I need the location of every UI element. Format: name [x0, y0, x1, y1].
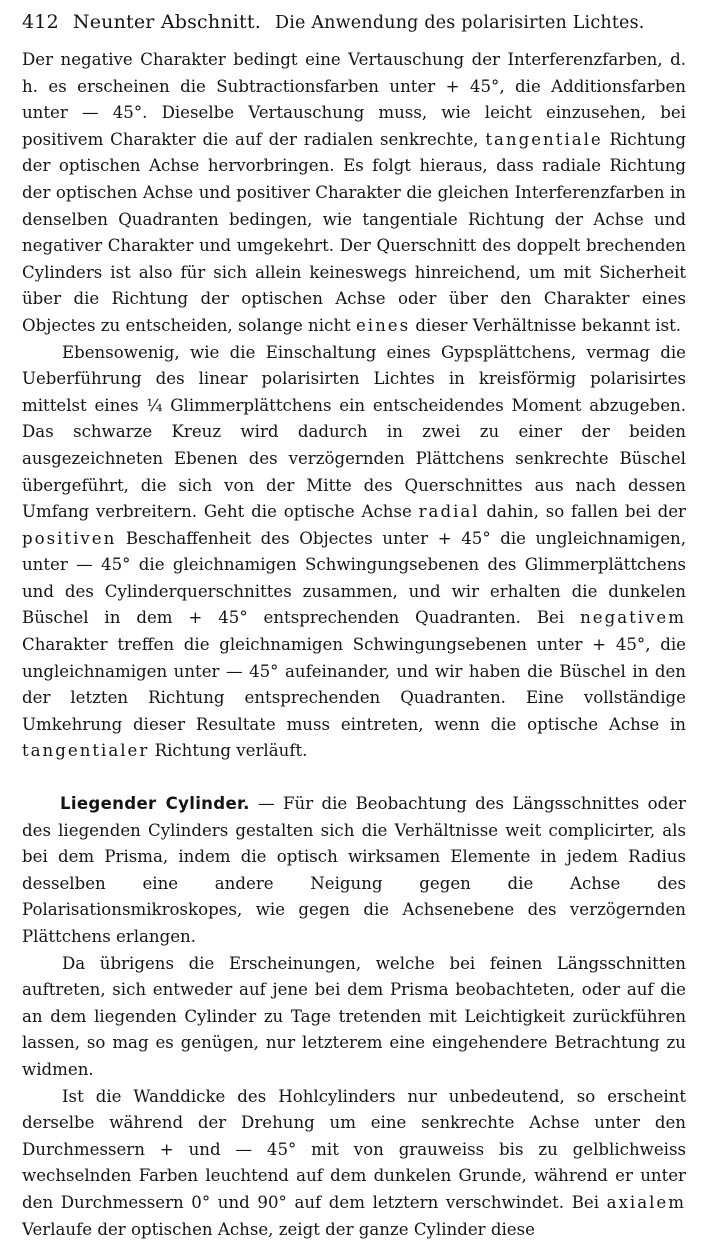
text-segment: Charakter treffen die gleichnamigen Schwingungsebenen unter + 45°, die ungleichnamigen unter — 45° aufeinander, und wir haben die Büschel in den der letzten Richtung entsprechenden Quadranten. Eine vollständige Umkehrung dieser Resultate muss eintreten, wenn die optische Achse in — [22, 635, 686, 734]
subsection-heading: Liegender Cylinder. — [60, 794, 250, 814]
emphasis-tangentialer: tangentialer — [22, 741, 150, 761]
text-segment: Ebensowenig, wie die Einschaltung eines Gypsplättchens, vermag die Ueberführung des linear polarisirten Lichtes in kreisförmig polarisirtes mittelst eines ¼ Glimmerplättchens ein entscheidendes Moment abzugeben. Das schwarze Kreuz wird dadurch in zwei zu einer der beiden ausgezeichneten Ebenen des verzögernden Plättchens senkrechte Büschel übergeführt, die sich von der Mitte des Querschnittes aus nach dessen Umfang verbreitern. Geht die optische Achse — [22, 342, 686, 522]
emphasis-axialem: axialem — [606, 1192, 686, 1212]
text-segment: Ist die Wanddicke des Hohlcylinders nur unbedeutend, so erscheint derselbe während der Drehung um eine senkrechte Achse unter den Durchmessern + und — 45° mit von grauweiss bis zu gelblichweiss wechselnden Farben leuchtend auf dem dunkelen Grunde, während er unter den Durchmessern 0° und 90° auf dem letztern verschwindet. Bei — [22, 1086, 686, 1212]
emphasis-positiven: positiven — [22, 528, 117, 548]
emphasis-tangentiale: tangentiale — [485, 129, 603, 149]
text-segment: Verlaufe der optischen Achse, zeigt der ganze Cylinder diese — [22, 1219, 535, 1239]
paragraph-4 — [22, 951, 686, 1084]
emphasis-radial: radial — [418, 502, 480, 522]
text-segment: — Für die Beobachtung des Längsschnittes oder des liegenden Cylinders gestalten sich die Verhältnisse weit complicirter, als bei dem Prisma, indem die optisch wirksamen Elemente in jedem Radius desselben eine andere Neigung gegen die Achse des Polarisationsmikroskopes, wie gegen die Achsenebene des verzögernden Plättchens erlangen. — [22, 794, 686, 946]
running-header — [22, 10, 686, 35]
paragraph-2 — [22, 340, 686, 766]
text-segment: Der negative Charakter bedingt eine Vertauschung der Interferenzfarben, d. h. es erscheinen die Subtractionsfarben unter + 45°, die Additionsfarben unter — 45°. Dieselbe Vertauschung muss, wie leicht einzusehen, bei positivem Charakter die auf der radialen senkrechte, — [22, 50, 686, 149]
text-segment: Da übrigens die Erscheinungen, welche bei feinen Längsschnitten auftreten, sich entweder auf jene bei dem Prisma beobachteten, oder auf die an dem liegenden Cylinder zu Tage tretenden mit Leichtigkeit zurückführen lassen, so mag es genügen, nur letzterem eine eingehendere Betrachtung zu widmen. — [22, 953, 686, 1079]
text-segment: Richtung der optischen Achse hervorbringen. Es folgt hieraus, dass radiale Richtung der optischen Achse und positiver Charakter die gleichen Interferenzfarben in denselben Quadranten bedingen, wie tangentiale Richtung der Achse und negativer Charakter und umgekehrt. Der Querschnitt des doppelt brechenden Cylinders ist also für sich allein keineswegs hinreichend, um mit Sicherheit über die Richtung der optischen Achse oder über den Charakter eines Objectes zu entscheiden, solange nicht — [22, 129, 686, 335]
paragraph-3 — [22, 791, 686, 951]
chapter-title: Die Anwendung des polarisirten Lichtes. — [274, 13, 645, 33]
text-segment: Richtung verläuft. — [149, 741, 308, 761]
text-segment: dahin, so fallen bei der — [479, 502, 686, 522]
emphasis-eines: eines — [355, 315, 411, 335]
paragraph-5 — [22, 1084, 686, 1243]
text-segment: Beschaffenheit des Objectes unter + 45° die ungleichnamigen, unter — 45° die gleichnamigen Schwingungsebenen des Glimmerplättchens und des Cylinderquerschnittes zusammen, und wir erhalten die dunkelen Büschel in dem + 45° entsprechenden Quadranten. Bei — [22, 528, 686, 628]
paragraph-1 — [22, 47, 686, 340]
section-title: Neunter Abschnitt. — [72, 11, 261, 33]
emphasis-negativem: negativem — [580, 608, 686, 628]
page-number: 412 — [22, 11, 59, 33]
text-segment: dieser Verhältnisse bekannt ist. — [410, 315, 682, 335]
